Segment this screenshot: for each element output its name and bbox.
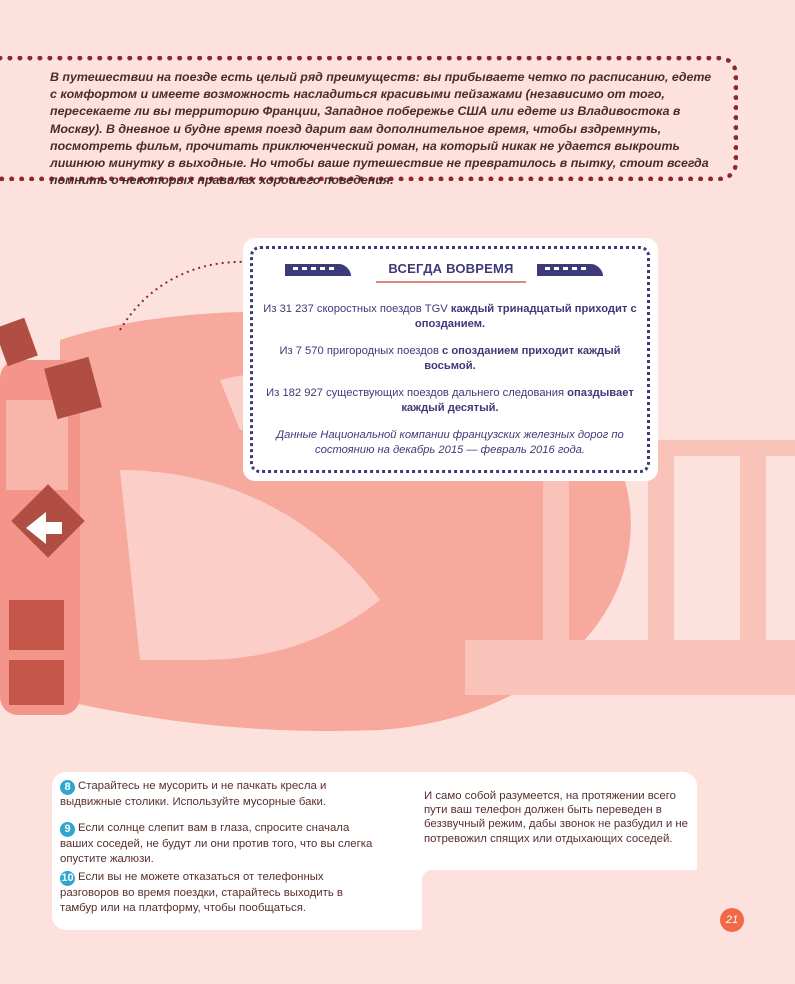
intro-paragraph: В путешествии на поезде есть целый ряд преимуществ: вы прибываете четко по расписанию, едете с комфортом и имеете возможность насладиться красивыми пейзажами (независимо от того, пересекаете ли вы территорию Франции, Западное побережье США или едете из Владивостока в Москву). В дневное и будне время поезд дарит вам дополнительное время, чтобы вздремнуть, посмотреть фильм, прочитать приключенческий роман, на который никак не удается выкроить лишнюю минутку в выходные. Но чтобы ваше путешествие не превратилось в пытку, стоит всегда помнить о некоторых правилах хорошего поведения. — [50, 70, 712, 188]
stat-suburban-bold: с опозданием приходит каждый восьмой. — [424, 345, 621, 372]
title-underline — [376, 281, 526, 283]
tip-number-badge: 9 — [60, 822, 75, 837]
tip-9 — [60, 821, 380, 868]
railing-bottom — [465, 640, 795, 695]
railing-bar — [740, 456, 766, 640]
railing-bar — [543, 456, 569, 640]
stat-tgv-plain: Из 31 237 скоростных поездов TGV — [263, 303, 451, 315]
stat-longdistance-bold: опаздывает каждый десятый. — [401, 387, 634, 414]
seat-panel — [9, 660, 64, 705]
source-note: Данные Национальной компании французских железных дорог по состоянию на декабрь 2015 — февраль 2016 года. — [276, 429, 624, 456]
info-card-title: ВСЕГДА ВОВРЕМЯ — [388, 261, 514, 276]
stat-tgv — [262, 302, 638, 332]
tip-number-badge: 8 — [60, 780, 75, 795]
stat-tgv-bold: каждый тринадцатый приходит с опозданием. — [414, 303, 637, 330]
tip-text: Старайтесь не мусорить и не пачкать кресла и выдвижные столики. Используйте мусорные баки. — [60, 780, 327, 808]
tip-10 — [60, 870, 380, 917]
stat-longdistance — [262, 386, 638, 416]
tip-text: Если солнце слепит вам в глаза, спросите сначала ваших соседей, не будут ли они против того, что вы слегка опустите жалюзи. — [60, 822, 373, 866]
page-number-badge: 21 — [720, 908, 744, 932]
stat-longdistance-plain: Из 182 927 существующих поездов дальнего следования — [266, 387, 568, 399]
seat-panel — [9, 600, 64, 650]
tip-phone-silent: И само собой разумеется, на протяжении всего пути ваш телефон должен быть переведен в беззвучный режим, дабы звонок не разбудил и не потревожил спящих или отдыхающих соседей. — [424, 790, 689, 845]
suitcase — [0, 318, 38, 367]
railing-bar — [648, 456, 674, 640]
stat-suburban-plain: Из 7 570 пригородных поездов — [279, 345, 442, 357]
tip-8 — [60, 779, 380, 810]
tip-text: Если вы не можете отказаться от телефонных разговоров во время поездки, старайтесь выходить в тамбур или на платформу, чтобы пообщаться. — [60, 871, 343, 915]
tip-number-badge: 10 — [61, 872, 74, 884]
train-icon-right — [537, 262, 603, 278]
train-icon-left — [285, 262, 351, 278]
stat-suburban — [262, 344, 638, 374]
